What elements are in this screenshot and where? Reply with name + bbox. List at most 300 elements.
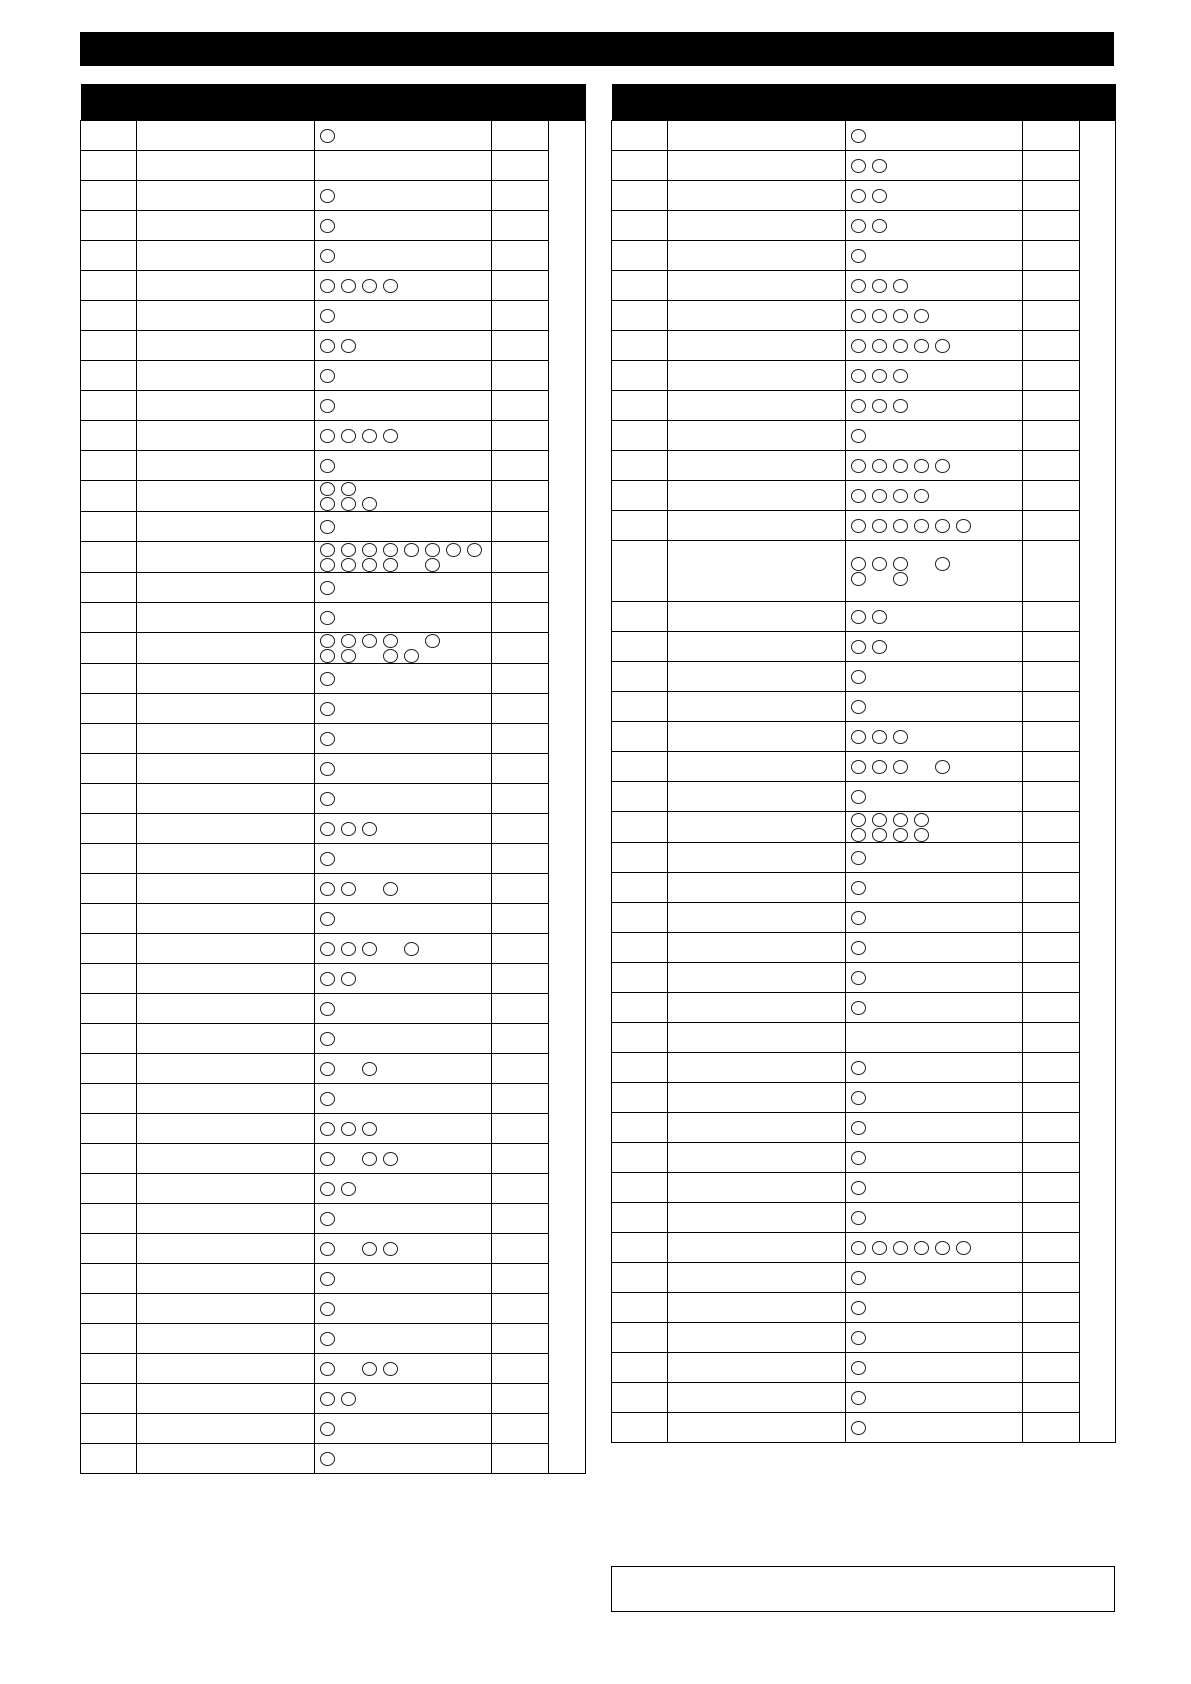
circle-icon — [362, 1152, 377, 1166]
table-row — [612, 1203, 1116, 1233]
rating-line — [320, 542, 491, 557]
cell-value — [1023, 151, 1080, 181]
cell-value — [1023, 1413, 1080, 1443]
rating-line — [320, 791, 491, 806]
right-table-header — [612, 84, 1116, 121]
cell-value — [1023, 1383, 1080, 1413]
cell-index — [612, 121, 668, 151]
left-header-col-5 — [549, 84, 586, 121]
cell-value — [492, 1084, 549, 1114]
circle-icon — [320, 1272, 335, 1286]
circle-icon — [914, 828, 929, 842]
rating-line — [851, 1090, 1022, 1105]
rating-line — [851, 729, 1022, 744]
cell-index — [81, 603, 137, 633]
cell-value — [492, 754, 549, 784]
cell-rating — [315, 271, 492, 301]
rating-line — [851, 1210, 1022, 1225]
cell-value — [492, 241, 549, 271]
cell-value — [492, 904, 549, 934]
rating-line — [851, 398, 1022, 413]
table-row — [81, 151, 586, 181]
rating-line — [851, 827, 1022, 842]
circle-icon — [320, 852, 335, 866]
right-header-col-5 — [1080, 84, 1116, 121]
circle-icon — [425, 558, 440, 572]
cell-value — [492, 1144, 549, 1174]
rating-line — [851, 812, 1022, 827]
cell-label — [668, 602, 846, 632]
right-table-body — [612, 121, 1116, 1443]
cell-label — [668, 632, 846, 662]
cell-value — [492, 361, 549, 391]
circle-icon — [893, 1241, 908, 1255]
cell-rating — [846, 151, 1023, 181]
cell-index — [612, 812, 668, 843]
cell-label — [668, 391, 846, 421]
cell-label — [668, 301, 846, 331]
table-row — [612, 1023, 1116, 1053]
circle-icon — [893, 279, 908, 293]
cell-label — [137, 361, 315, 391]
rating-line — [320, 458, 491, 473]
right-table — [611, 84, 1116, 1443]
cell-remark — [549, 121, 586, 1474]
table-row — [81, 1414, 586, 1444]
cell-label — [668, 1413, 846, 1443]
circle-icon — [320, 482, 335, 496]
circle-icon — [893, 339, 908, 353]
cell-label — [137, 814, 315, 844]
cell-value — [1023, 391, 1080, 421]
cell-rating — [315, 1444, 492, 1474]
cell-index — [81, 512, 137, 542]
cell-index — [612, 903, 668, 933]
circle-icon — [341, 649, 356, 663]
rating-line — [851, 699, 1022, 714]
circle-icon — [935, 557, 950, 571]
table-row — [612, 211, 1116, 241]
cell-index — [81, 1144, 137, 1174]
table-row — [612, 1323, 1116, 1353]
circle-icon — [320, 882, 335, 896]
circle-icon — [956, 1241, 971, 1255]
table-row — [81, 603, 586, 633]
circle-icon — [320, 279, 335, 293]
cell-rating — [846, 1413, 1023, 1443]
table-row — [612, 632, 1116, 662]
rating-line — [320, 1391, 491, 1406]
table-row — [612, 301, 1116, 331]
circle-icon — [383, 649, 398, 663]
cell-rating — [315, 1084, 492, 1114]
cell-label — [668, 873, 846, 903]
table-row — [612, 1353, 1116, 1383]
circle-icon — [851, 813, 866, 827]
cell-label — [137, 603, 315, 633]
cell-value — [1023, 782, 1080, 812]
circle-icon — [320, 339, 335, 353]
right-header-col-1 — [612, 84, 668, 121]
rating-line — [320, 519, 491, 534]
circle-icon — [341, 497, 356, 511]
circle-icon — [872, 519, 887, 533]
cell-label — [668, 481, 846, 511]
cell-index — [81, 121, 137, 151]
circle-icon — [341, 634, 356, 648]
cell-rating — [315, 1384, 492, 1414]
circle-icon — [851, 1301, 866, 1315]
cell-label — [137, 1294, 315, 1324]
cell-value — [1023, 181, 1080, 211]
cell-value — [1023, 933, 1080, 963]
circle-icon — [851, 640, 866, 654]
rating-line — [851, 1150, 1022, 1165]
cell-label — [137, 633, 315, 664]
table-row — [612, 331, 1116, 361]
table-row — [81, 994, 586, 1024]
circle-icon — [383, 558, 398, 572]
cell-value — [1023, 1323, 1080, 1353]
table-row — [612, 271, 1116, 301]
table-row — [612, 933, 1116, 963]
cell-rating — [315, 1114, 492, 1144]
circle-icon — [872, 279, 887, 293]
cell-value — [1023, 993, 1080, 1023]
cell-index — [81, 664, 137, 694]
table-row — [81, 211, 586, 241]
circle-icon — [383, 882, 398, 896]
table-row — [612, 1083, 1116, 1113]
circle-icon — [341, 1122, 356, 1136]
cell-index — [81, 331, 137, 361]
rating-line — [320, 610, 491, 625]
cell-label — [668, 933, 846, 963]
circle-icon — [851, 572, 866, 586]
cell-rating — [846, 241, 1023, 271]
rating-line — [320, 1271, 491, 1286]
rating-line — [320, 881, 491, 896]
circle-icon — [362, 497, 377, 511]
circle-icon — [362, 429, 377, 443]
rating-line — [851, 940, 1022, 955]
table-row — [612, 181, 1116, 211]
cell-index — [612, 301, 668, 331]
table-row — [81, 1054, 586, 1084]
rating-line — [320, 278, 491, 293]
cell-label — [668, 1233, 846, 1263]
circle-icon — [851, 489, 866, 503]
cell-rating — [315, 1414, 492, 1444]
cell-index — [612, 541, 668, 602]
cell-index — [81, 151, 137, 181]
cell-rating — [315, 664, 492, 694]
left-header-col-2 — [137, 84, 315, 121]
cell-index — [81, 934, 137, 964]
table-row — [81, 1294, 586, 1324]
circle-icon — [851, 790, 866, 804]
cell-index — [612, 361, 668, 391]
cell-value — [492, 994, 549, 1024]
cell-index — [612, 873, 668, 903]
circle-icon — [914, 339, 929, 353]
cell-label — [137, 1324, 315, 1354]
cell-rating — [846, 993, 1023, 1023]
rating-line — [851, 1270, 1022, 1285]
cell-value — [492, 1264, 549, 1294]
cell-label — [137, 271, 315, 301]
cell-index — [81, 1054, 137, 1084]
rating-line — [851, 571, 1022, 586]
rating-line — [851, 609, 1022, 624]
cell-label — [137, 211, 315, 241]
cell-rating — [315, 542, 492, 573]
cell-label — [137, 1384, 315, 1414]
cell-label — [668, 1383, 846, 1413]
rating-line — [320, 1301, 491, 1316]
table-row — [612, 1113, 1116, 1143]
cell-value — [1023, 481, 1080, 511]
table-row — [612, 421, 1116, 451]
circle-icon — [851, 459, 866, 473]
cell-index — [81, 542, 137, 573]
cell-label — [668, 1323, 846, 1353]
rating-line — [851, 158, 1022, 173]
table-row — [81, 542, 586, 573]
cell-value — [492, 694, 549, 724]
cell-rating — [846, 873, 1023, 903]
table-row — [81, 724, 586, 754]
rating-line — [851, 488, 1022, 503]
rating-line — [320, 1031, 491, 1046]
cell-index — [81, 391, 137, 421]
cell-rating — [846, 963, 1023, 993]
rating-line — [320, 481, 491, 496]
cell-index — [612, 151, 668, 181]
table-row — [612, 511, 1116, 541]
table-row — [81, 633, 586, 664]
circle-icon — [341, 882, 356, 896]
cell-rating — [846, 511, 1023, 541]
cell-rating — [846, 903, 1023, 933]
table-row — [612, 541, 1116, 602]
table-row — [81, 1144, 586, 1174]
cell-rating — [315, 1204, 492, 1234]
table-row — [612, 782, 1116, 812]
circle-icon — [851, 911, 866, 925]
rating-line — [851, 1180, 1022, 1195]
circle-icon — [320, 702, 335, 716]
circle-icon — [362, 942, 377, 956]
cell-value — [492, 573, 549, 603]
cell-index — [612, 752, 668, 782]
cell-rating — [846, 121, 1023, 151]
circle-icon — [320, 732, 335, 746]
cell-value — [492, 1324, 549, 1354]
cell-rating — [315, 1264, 492, 1294]
circle-icon — [851, 189, 866, 203]
cell-rating — [846, 1173, 1023, 1203]
cell-index — [612, 511, 668, 541]
cell-rating — [846, 1353, 1023, 1383]
cell-index — [81, 301, 137, 331]
cell-label — [668, 782, 846, 812]
circle-icon — [320, 309, 335, 323]
circle-icon — [935, 519, 950, 533]
table-row — [612, 1383, 1116, 1413]
cell-index — [612, 602, 668, 632]
table-row — [81, 301, 586, 331]
circle-icon — [341, 543, 356, 557]
cell-value — [492, 391, 549, 421]
cell-label — [668, 151, 846, 181]
circle-icon — [851, 851, 866, 865]
cell-rating — [846, 1293, 1023, 1323]
cell-value — [492, 1414, 549, 1444]
circle-icon — [320, 1332, 335, 1346]
cell-index — [81, 1444, 137, 1474]
circle-icon — [851, 1211, 866, 1225]
cell-label — [137, 994, 315, 1024]
cell-value — [1023, 541, 1080, 602]
cell-rating — [846, 602, 1023, 632]
circle-icon — [893, 813, 908, 827]
circle-icon — [851, 1271, 866, 1285]
circle-icon — [404, 543, 419, 557]
table-row — [612, 451, 1116, 481]
cell-value — [1023, 331, 1080, 361]
circle-icon — [893, 309, 908, 323]
circle-icon — [872, 489, 887, 503]
cell-label — [137, 1264, 315, 1294]
cell-label — [137, 1354, 315, 1384]
cell-rating — [315, 211, 492, 241]
cell-label — [668, 1263, 846, 1293]
rating-line — [320, 821, 491, 836]
circle-icon — [872, 760, 887, 774]
cell-value — [1023, 1143, 1080, 1173]
cell-remark — [1080, 121, 1116, 1443]
cell-label — [668, 1203, 846, 1233]
circle-icon — [320, 219, 335, 233]
circle-icon — [851, 1241, 866, 1255]
rating-line — [851, 880, 1022, 895]
cell-label — [668, 843, 846, 873]
table-row — [612, 963, 1116, 993]
cell-rating — [846, 301, 1023, 331]
cell-value — [492, 1174, 549, 1204]
cell-rating — [846, 1053, 1023, 1083]
circle-icon — [341, 972, 356, 986]
table-row — [81, 964, 586, 994]
cell-label — [668, 241, 846, 271]
table-row — [81, 1324, 586, 1354]
cell-value — [492, 934, 549, 964]
rating-line — [851, 248, 1022, 263]
cell-rating — [315, 814, 492, 844]
circle-icon — [851, 279, 866, 293]
cell-rating — [846, 1203, 1023, 1233]
cell-value — [1023, 511, 1080, 541]
rating-line — [320, 398, 491, 413]
circle-icon — [320, 634, 335, 648]
circle-icon — [320, 1182, 335, 1196]
table-row — [612, 361, 1116, 391]
cell-index — [81, 573, 137, 603]
cell-rating — [315, 724, 492, 754]
circle-icon — [320, 792, 335, 806]
rating-line — [320, 1121, 491, 1136]
cell-index — [81, 1384, 137, 1414]
cell-rating — [315, 844, 492, 874]
table-row — [612, 1143, 1116, 1173]
cell-index — [612, 1413, 668, 1443]
circle-icon — [320, 1242, 335, 1256]
table-row — [612, 121, 1116, 151]
cell-rating — [315, 1354, 492, 1384]
cell-rating — [846, 692, 1023, 722]
cell-label — [137, 301, 315, 331]
cell-rating — [315, 1054, 492, 1084]
cell-value — [492, 211, 549, 241]
circle-icon — [935, 760, 950, 774]
circle-icon — [851, 339, 866, 353]
circle-icon — [872, 309, 887, 323]
cell-rating — [846, 722, 1023, 752]
circle-icon — [341, 339, 356, 353]
circle-icon — [872, 159, 887, 173]
cell-value — [492, 121, 549, 151]
circle-icon — [341, 482, 356, 496]
cell-rating — [315, 1174, 492, 1204]
rating-line — [320, 1331, 491, 1346]
circle-icon — [872, 459, 887, 473]
cell-index — [612, 722, 668, 752]
cell-rating — [315, 1324, 492, 1354]
rating-line — [851, 218, 1022, 233]
table-row — [612, 241, 1116, 271]
cell-value — [1023, 812, 1080, 843]
cell-value — [492, 1294, 549, 1324]
cell-index — [81, 1024, 137, 1054]
circle-icon — [383, 634, 398, 648]
cell-rating — [315, 301, 492, 331]
table-row — [81, 1264, 586, 1294]
cell-rating — [315, 904, 492, 934]
rating-line — [320, 248, 491, 263]
cell-rating — [315, 964, 492, 994]
rating-line — [851, 669, 1022, 684]
rating-line — [851, 970, 1022, 985]
cell-value — [1023, 1293, 1080, 1323]
rating-line — [851, 1360, 1022, 1375]
cell-rating — [846, 782, 1023, 812]
table-row — [612, 692, 1116, 722]
circle-icon — [914, 519, 929, 533]
cell-rating — [846, 421, 1023, 451]
table-row — [612, 391, 1116, 421]
circle-icon — [851, 941, 866, 955]
cell-index — [612, 1023, 668, 1053]
circle-icon — [851, 730, 866, 744]
rating-line — [851, 128, 1022, 143]
cell-index — [81, 724, 137, 754]
circle-icon — [935, 339, 950, 353]
circle-icon — [404, 942, 419, 956]
cell-label — [668, 511, 846, 541]
cell-index — [81, 1234, 137, 1264]
cell-index — [81, 844, 137, 874]
